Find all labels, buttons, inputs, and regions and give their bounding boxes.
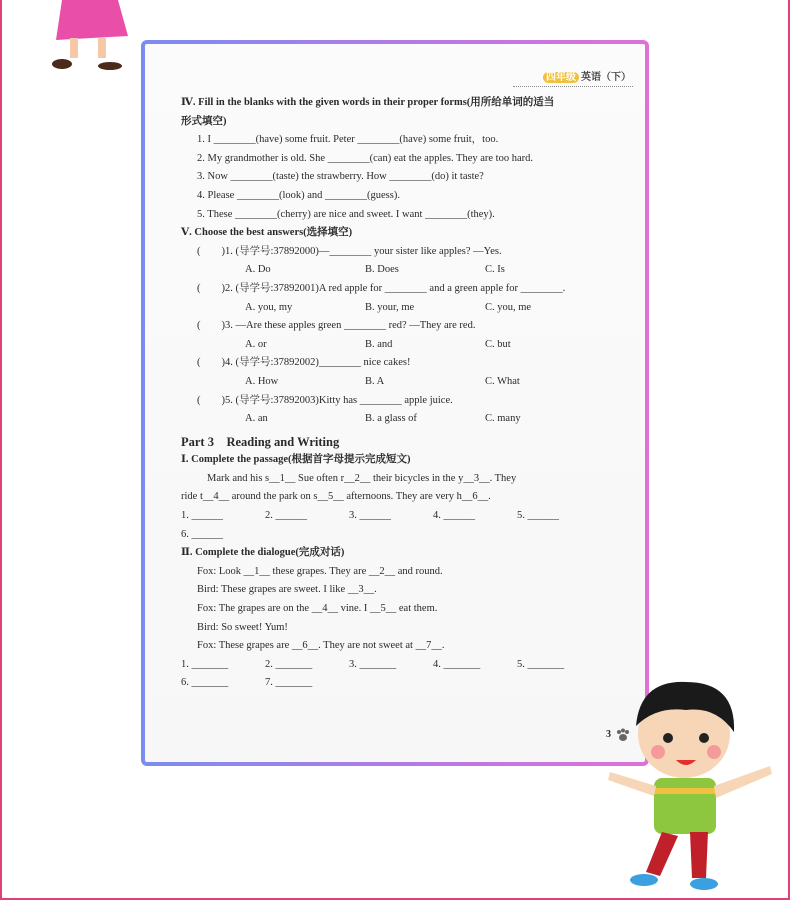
- option-c: C. Is: [485, 264, 505, 276]
- answer-blank: 3. ______: [349, 510, 391, 522]
- answer-blank: 4. _______: [433, 658, 481, 670]
- answer-blank: 6. ______: [181, 528, 223, 540]
- answer-blank: 3. _______: [349, 658, 397, 670]
- question-text: ( )3. —Are these apples green ________ red? —They are red.: [197, 320, 476, 332]
- dialogue-answers: [181, 674, 611, 693]
- header-divider: [513, 86, 633, 87]
- question-text: ( )4. (导学号:37892002)________ nice cakes!: [197, 357, 411, 369]
- option-b: B. A: [365, 375, 385, 387]
- question-options: [181, 410, 611, 429]
- passage-answers: [181, 526, 611, 545]
- grade-badge: 四年级: [543, 72, 579, 83]
- girl-illustration: [48, 0, 138, 75]
- page-number: 3: [606, 729, 611, 740]
- dialogue-line: Fox: The grapes are on the __4__ vine. I __5__ eat them.: [197, 603, 438, 615]
- section4-title-cont: 形式填空): [181, 115, 227, 127]
- answer-blank: 5. _______: [517, 658, 565, 670]
- dialogue-line: Fox: These grapes are __6__. They are not sweet at __7__.: [197, 640, 445, 652]
- dialogue-line: Bird: So sweet! Yum!: [197, 621, 288, 633]
- section4-title: Ⅳ. Fill in the blanks with the given words in their proper forms(用所给单词的适当: [181, 97, 555, 108]
- passage-line: ride t__4__ around the park on s__5__ afternoons. They are very h__6__.: [181, 491, 491, 503]
- section4-item: 5. These ________(cherry) are nice and sweet. I want ________(they).: [197, 208, 495, 220]
- question-options: [181, 336, 611, 355]
- option-b: B. a glass of: [365, 413, 417, 425]
- passage-line: Mark and his s__1__ Sue often r__2__ their bicycles in the y__3__. They: [207, 472, 517, 484]
- section4-item: 3. Now ________(taste) the strawberry. How ________(do) it taste?: [197, 171, 484, 183]
- question-text: ( )5. (导学号:37892003)Kitty has ________ apple juice.: [197, 394, 453, 406]
- answer-blank: 6. _______: [181, 677, 229, 689]
- option-c: C. many: [485, 413, 521, 425]
- answer-blank: 4. ______: [433, 510, 475, 522]
- option-b: B. your, me: [365, 301, 415, 313]
- option-b: B. Does: [365, 264, 399, 276]
- header-tag: [543, 68, 631, 83]
- answer-blank: 7. _______: [265, 677, 313, 689]
- subject-label: 英语（下）: [581, 72, 631, 83]
- dialogue-line: Fox: Look __1__ these grapes. They are __2__ and round.: [197, 565, 443, 577]
- dialogue-answers: [181, 656, 611, 675]
- question-options: [181, 261, 611, 280]
- option-b: B. and: [365, 338, 393, 350]
- passage-answers: [181, 507, 611, 526]
- option-a: A. Do: [245, 264, 271, 276]
- section4-item: 2. My grandmother is old. She ________(can) eat the apples. They are too hard.: [197, 152, 534, 164]
- answer-blank: 5. ______: [517, 510, 559, 522]
- question-text: ( )2. (导学号:37892001)A red apple for ________ and a green apple for ________.: [197, 282, 566, 294]
- passage-section-title: Ⅰ. Complete the passage(根据首字母提示完成短文): [181, 454, 411, 466]
- option-a: A. you, my: [245, 301, 293, 313]
- section4-item: 4. Please ________(look) and ________(guess).: [197, 189, 400, 201]
- option-a: A. an: [245, 413, 268, 425]
- boy-illustration: [606, 676, 776, 892]
- option-c: C. you, me: [485, 301, 532, 313]
- answer-blank: 1. _______: [181, 658, 229, 670]
- dialogue-line: Bird: These grapes are sweet. I like __3__.: [197, 584, 377, 596]
- dialogue-section-title: Ⅱ. Complete the dialogue(完成对话): [181, 547, 345, 559]
- answer-blank: 1. ______: [181, 510, 223, 522]
- section4-item: 1. I ________(have) some fruit. Peter ________(have) some fruit，too.: [197, 134, 499, 146]
- part3-title: Part 3 Reading and Writing: [181, 434, 340, 449]
- option-a: A. or: [245, 338, 267, 350]
- question-options: [181, 299, 611, 318]
- answer-blank: 2. ______: [265, 510, 307, 522]
- answer-blank: 2. _______: [265, 658, 313, 670]
- section5-title: Ⅴ. Choose the best answers(选择填空): [181, 227, 353, 239]
- question-text: ( )1. (导学号:37892000)—________ your sister like apples? —Yes.: [197, 245, 502, 257]
- option-c: C. What: [485, 375, 520, 387]
- option-a: A. How: [245, 375, 279, 387]
- worksheet-page: [141, 40, 649, 766]
- option-c: C. but: [485, 338, 511, 350]
- worksheet-content: [181, 94, 611, 693]
- question-options: [181, 373, 611, 392]
